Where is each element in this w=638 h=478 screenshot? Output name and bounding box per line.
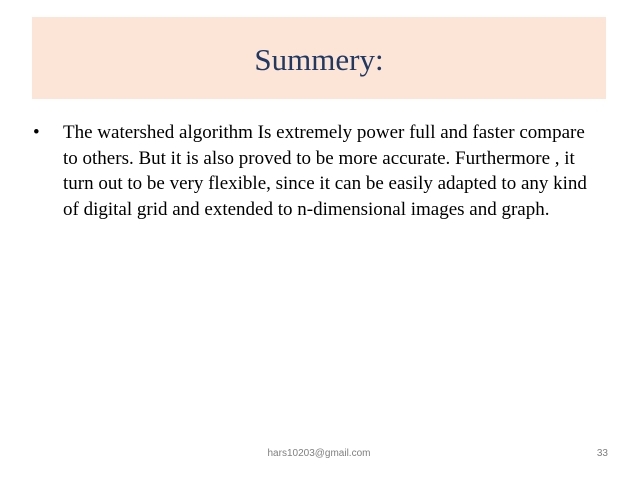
- bullet-marker: •: [33, 122, 40, 143]
- bullet-text: The watershed algorithm Is extremely power full and faster compare to others. But it is also proved to be more accurate. Furthermore , it turn out to be very flexible, since it can be easily adapted to any kind of digital grid and extended to n-dimensional images and graph.: [63, 122, 587, 220]
- slide-body: [33, 120, 593, 222]
- footer-email: hars10203@gmail.com: [267, 448, 371, 459]
- slide-title: Summery:: [254, 42, 384, 77]
- title-band: [32, 17, 606, 99]
- page-number: 33: [596, 448, 608, 459]
- bullet-item: [33, 120, 593, 222]
